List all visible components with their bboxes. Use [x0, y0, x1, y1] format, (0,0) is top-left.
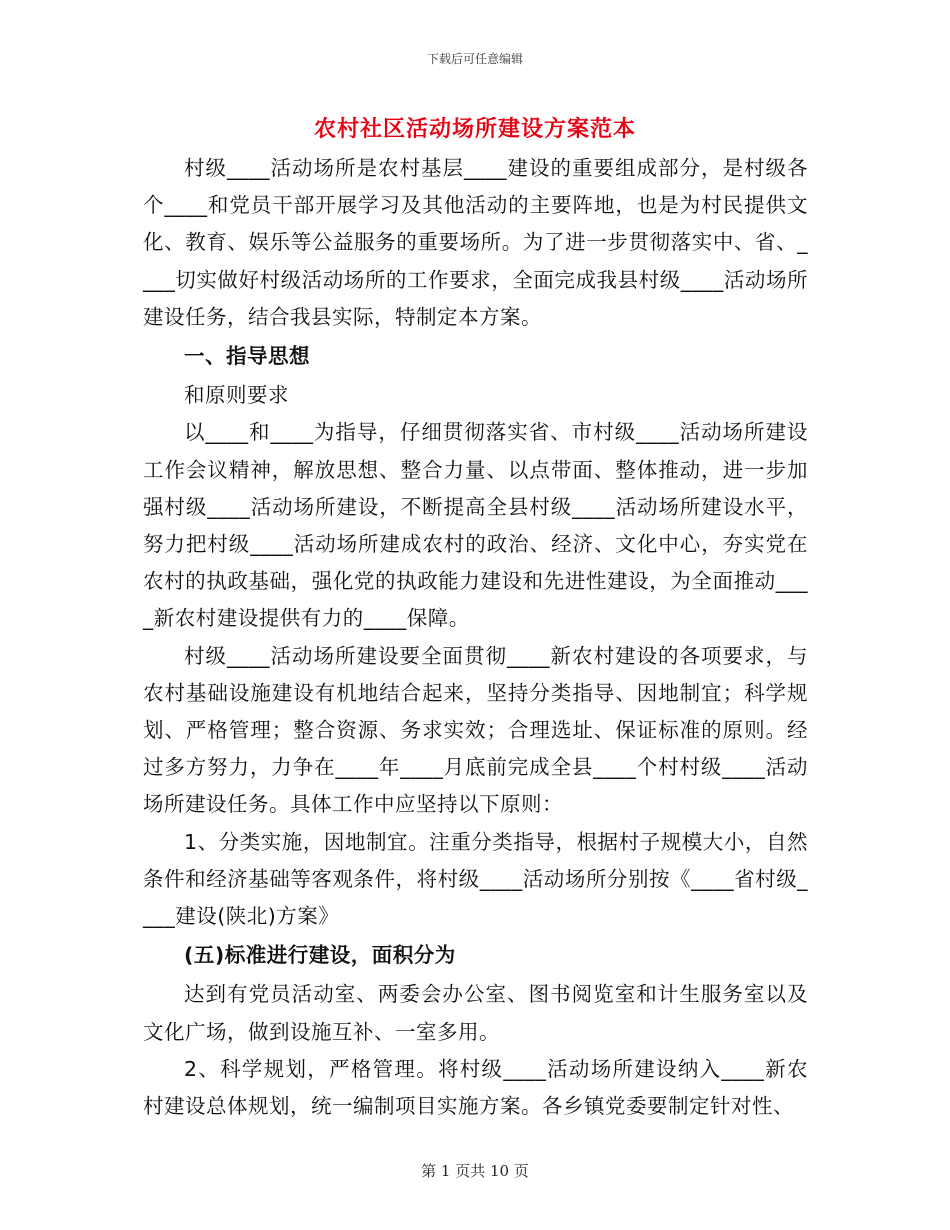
paragraph-item-2: 2、科学规划，严格管理。将村级____活动场所建设纳入____新农村建设总体规划，统一编制项目实施方案。各乡镇党委要制定针对性、	[143, 1056, 808, 1119]
paragraph-intro: 村级____活动场所是农村基层____建设的重要组成部分，是村级各个____和党员干部开展学习及其他活动的主要阵地，也是为村民提供文化、教育、娱乐等公益服务的重要场所。为了进一步贯彻落实中、省、____切实做好村级活动场所的工作要求，全面完成我县村级____活动场所建设任务，结合我县实际，特制定本方案。	[143, 156, 808, 329]
section-heading-standards: (五)标准进行建设，面积分为	[184, 943, 456, 968]
page-footer: 第 1 页共 10 页	[421, 1162, 529, 1180]
header-note: 下载后可任意编辑	[426, 52, 523, 66]
document-title: 农村社区活动场所建设方案范本	[313, 117, 636, 142]
paragraph-facilities: 达到有党员活动室、两委会办公室、图书阅览室和计生服务室以及文化广场，做到设施互补、一室多用。	[143, 982, 808, 1044]
paragraph-requirements: 村级____活动场所建设要全面贯彻____新农村建设的各项要求，与农村基础设施建设有机地结合起来，坚持分类指导、因地制宜；科学规划、严格管理；整合资源、务求实效；合理选址、保证标准的原则。经过多方努力，力争在____年____月底前完成全县____个村村级____活动场所建设任务。具体工作中应坚持以下原则：	[143, 643, 808, 817]
paragraph-principles: 和原则要求	[184, 383, 289, 408]
paragraph-guidance: 以____和____为指导，仔细贯彻落实省、市村级____活动场所建设工作会议精神，解放思想、整合力量、以点带面、整体推动，进一步加强村级____活动场所建设，不断提高全县村级____活动场所建设水平，努力把村级____活动场所建成农村的政治、经济、文化中心，夯实党在农村的执政基础，强化党的执政能力建设和先进性建设，为全面推动____新农村建设提供有力的____保障。	[143, 420, 808, 631]
paragraph-item-1: 1、分类实施，因地制宜。注重分类指导，根据村子规模大小，自然条件和经济基础等客观条件，将村级____活动场所分别按《____省村级____建设(陕北)方案》	[143, 829, 808, 929]
document-body	[143, 150, 808, 1125]
section-heading-guiding-ideology: 一、指导思想	[184, 344, 310, 369]
